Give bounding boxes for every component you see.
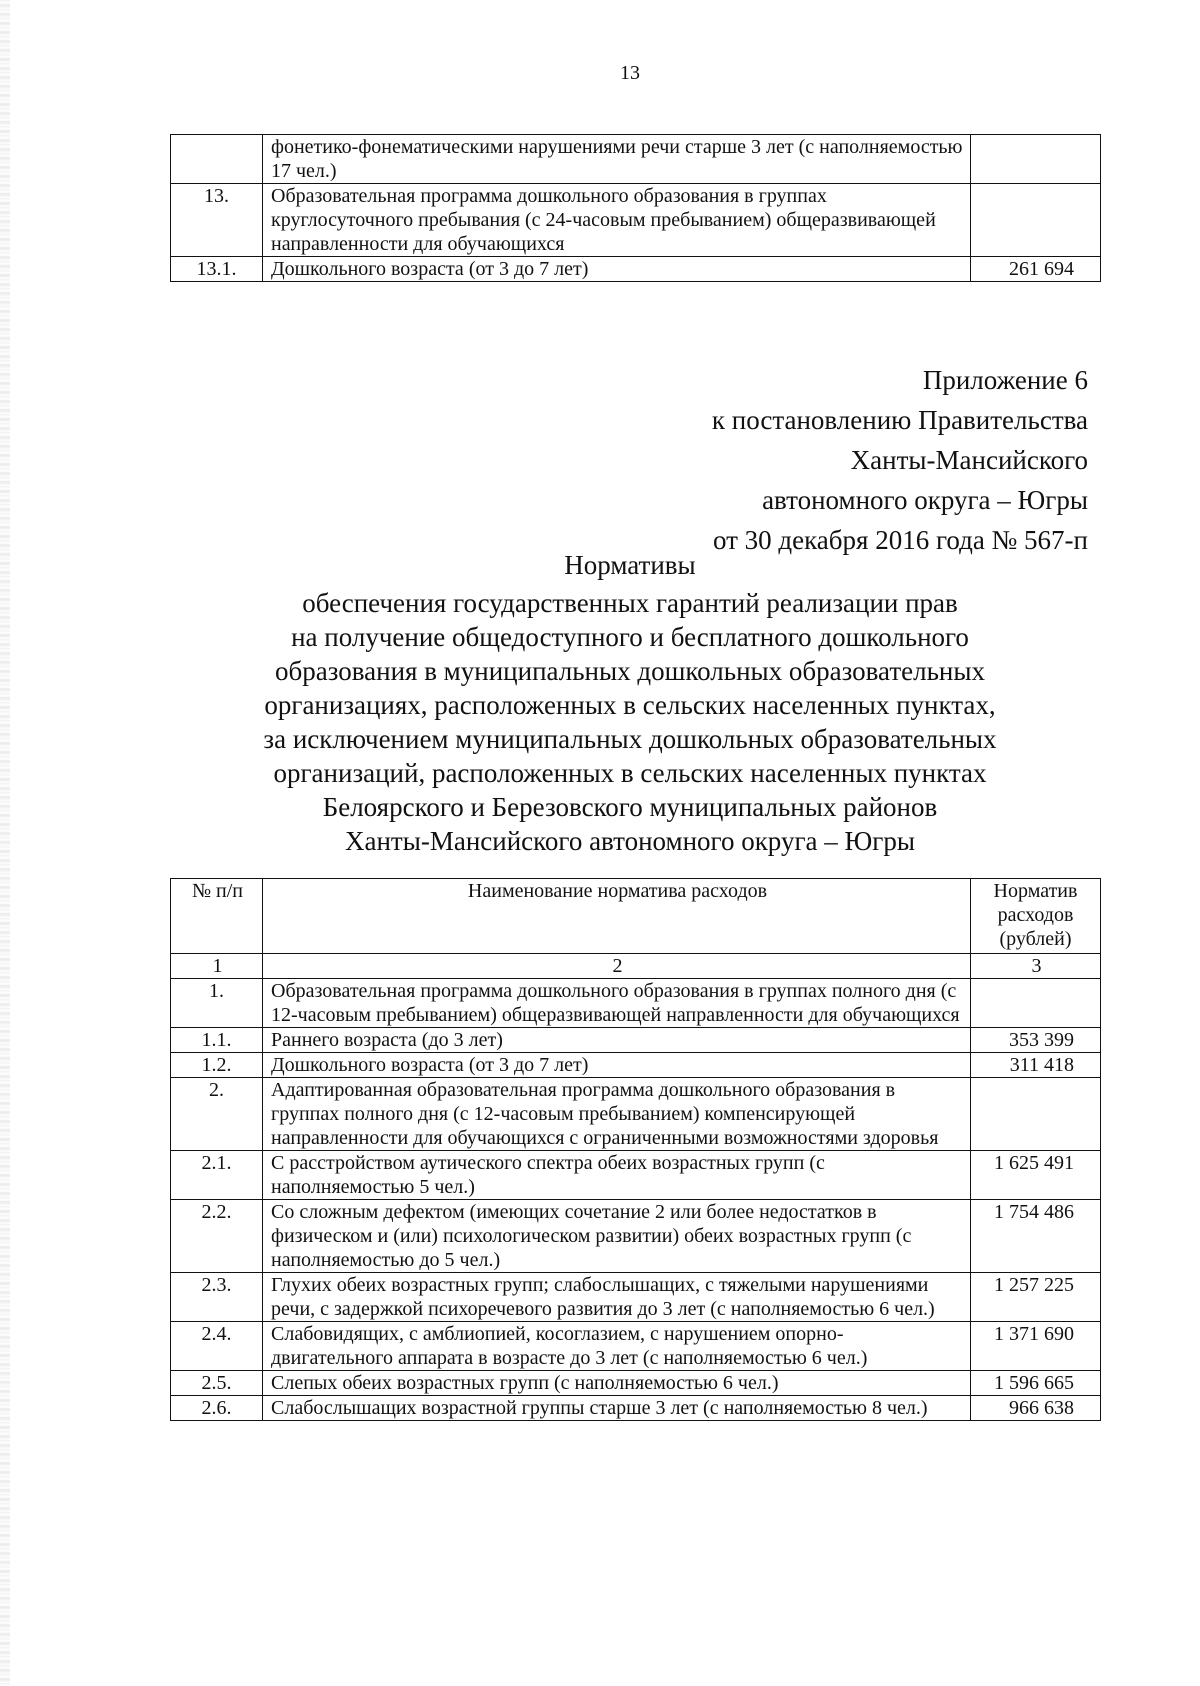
appendix-line: от 30 декабря 2016 года № 567-п <box>712 525 1088 555</box>
row-value: 1 371 690 <box>971 1322 1101 1371</box>
title-line: организациях, расположенных в сельских населенных пунктах, <box>264 690 996 720</box>
row-name: Слепых обеих возрастных групп (с наполняемостью 6 чел.) <box>263 1371 971 1396</box>
row-value: 966 638 <box>971 1396 1101 1421</box>
appendix-line: Приложение 6 <box>922 365 1088 395</box>
row-name: Дошкольного возраста (от 3 до 7 лет) <box>263 257 971 282</box>
row-value: 1 257 225 <box>971 1273 1101 1322</box>
row-number: 1.2. <box>171 1053 263 1078</box>
row-value: 261 694 <box>971 257 1101 282</box>
norms-table <box>170 878 1101 1421</box>
row-number: 13.1. <box>171 257 263 282</box>
page-number: 13 <box>620 62 640 84</box>
scan-edge <box>0 0 10 1686</box>
row-name: Слабослышащих возрастной группы старше 3 лет (с наполняемостью 8 чел.) <box>263 1396 971 1421</box>
appendix-line: к постановлению Правительства <box>711 405 1088 435</box>
title-line: за исключением муниципальных дошкольных образовательных <box>263 724 997 754</box>
table-row <box>171 1396 1101 1421</box>
title-line: Ханты-Мансийского автономного округа – Югры <box>345 826 915 856</box>
column-number: 1 <box>171 954 263 979</box>
row-value <box>971 135 1101 184</box>
table-row <box>171 184 1101 257</box>
table-row <box>171 1078 1101 1151</box>
row-name: Слабовидящих, с амблиопией, косоглазием, с нарушением опорно-двигательного аппарата в возрасте до 3 лет (с наполняемостью 6 чел.) <box>263 1322 971 1371</box>
title-line: Белоярского и Березовского муниципальных районов <box>322 792 938 822</box>
row-name: Образовательная программа дошкольного образования в группах полного дня (с 12-часовым пребыванием) общеразвивающей направленности для обучающихся <box>263 979 971 1028</box>
appendix-line: автономного округа – Югры <box>762 485 1088 515</box>
header-num: № п/п <box>171 879 263 954</box>
table-row <box>171 1028 1101 1053</box>
column-number-row <box>171 954 1101 979</box>
table-row <box>171 135 1101 184</box>
row-name: Дошкольного возраста (от 3 до 7 лет) <box>263 1053 971 1078</box>
row-number: 2.4. <box>171 1322 263 1371</box>
row-value: 1 625 491 <box>971 1151 1101 1200</box>
row-name: фонетико-фонематическими нарушениями речи старше 3 лет (с наполняемостью 17 чел.) <box>263 135 971 184</box>
column-number: 3 <box>971 954 1101 979</box>
column-number: 2 <box>263 954 971 979</box>
appendix-heading <box>712 360 1088 560</box>
row-name: Образовательная программа дошкольного образования в группах круглосуточного пребывания (с 24-часовым пребыванием) общеразвивающей направленности для обучающихся <box>263 184 971 257</box>
row-number: 2.5. <box>171 1371 263 1396</box>
title-line: на получение общедоступного и бесплатного дошкольного <box>291 622 969 652</box>
row-name: С расстройством аутического спектра обеих возрастных групп (с наполняемостью 5 чел.) <box>263 1151 971 1200</box>
row-value: 353 399 <box>971 1028 1101 1053</box>
row-number: 2.3. <box>171 1273 263 1322</box>
row-number <box>171 135 263 184</box>
row-number: 2.2. <box>171 1200 263 1273</box>
header-value: Норматив расходов (рублей) <box>971 879 1101 954</box>
header-name: Наименование норматива расходов <box>263 879 971 954</box>
row-number: 2. <box>171 1078 263 1151</box>
row-number: 1. <box>171 979 263 1028</box>
row-number: 1.1. <box>171 1028 263 1053</box>
row-value: 311 418 <box>971 1053 1101 1078</box>
document-title <box>200 548 1060 858</box>
appendix-line: Ханты-Мансийского <box>850 445 1088 475</box>
title-line: организаций, расположенных в сельских населенных пунктах <box>273 758 987 788</box>
table-row <box>171 1322 1101 1371</box>
row-value: 1 754 486 <box>971 1200 1101 1273</box>
row-value: 1 596 665 <box>971 1371 1101 1396</box>
table-header-row <box>171 879 1101 954</box>
row-value <box>971 184 1101 257</box>
title-main: Нормативы <box>564 550 696 580</box>
table-row <box>171 257 1101 282</box>
row-name: Раннего возраста (до 3 лет) <box>263 1028 971 1053</box>
table-row <box>171 1053 1101 1078</box>
row-number: 13. <box>171 184 263 257</box>
table-row <box>171 1151 1101 1200</box>
row-value <box>971 979 1101 1028</box>
row-name: Адаптированная образовательная программа дошкольного образования в группах полного дня (с 12-часовым пребыванием) компенсирующей направленности для обучающихся с ограниченными возможностями здоровья <box>263 1078 971 1151</box>
table-row <box>171 979 1101 1028</box>
table-row <box>171 1371 1101 1396</box>
row-name: Со сложным дефектом (имеющих сочетание 2 или более недостатков в физическом и (или) психологическом развитии) обеих возрастных групп (с наполняемостью до 5 чел.) <box>263 1200 971 1273</box>
title-line: обеспечения государственных гарантий реализации прав <box>302 588 958 618</box>
row-number: 2.6. <box>171 1396 263 1421</box>
row-name: Глухих обеих возрастных групп; слабослышащих, с тяжелыми нарушениями речи, с задержкой психоречевого развития до 3 лет (с наполняемостью 6 чел.) <box>263 1273 971 1322</box>
title-line: образования в муниципальных дошкольных образовательных <box>275 656 985 686</box>
table-row <box>171 1273 1101 1322</box>
row-value <box>971 1078 1101 1151</box>
table-row <box>171 1200 1101 1273</box>
continued-table <box>170 134 1101 282</box>
row-number: 2.1. <box>171 1151 263 1200</box>
